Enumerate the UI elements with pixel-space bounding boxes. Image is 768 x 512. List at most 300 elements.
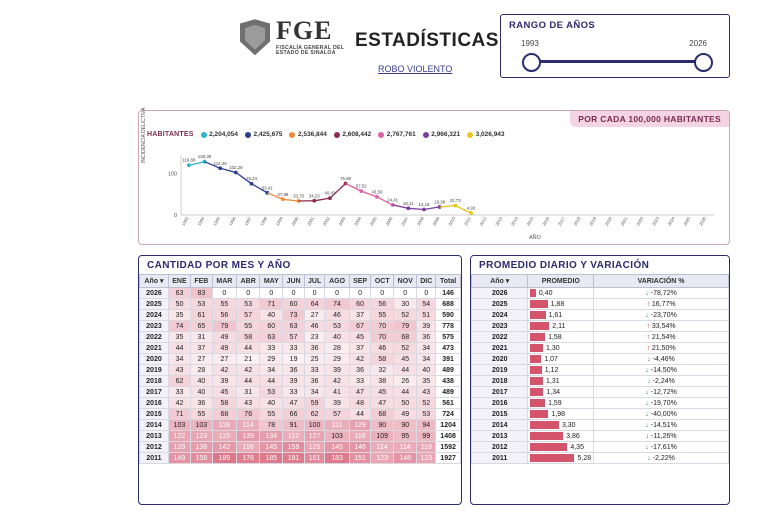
average-value: 3,30 [561, 421, 576, 429]
svg-text:2002: 2002 [321, 216, 331, 227]
legend-item-label: 2,425,675 [253, 131, 283, 138]
cell-month-value: 70 [371, 321, 394, 332]
arrow-down-icon: ↓ [645, 388, 651, 396]
year-range-min-label: 1993 [521, 39, 539, 48]
legend-item[interactable] [467, 131, 504, 138]
cell-month-value: 39 [325, 398, 349, 409]
cell-month-value: 139 [237, 431, 260, 442]
cell-month-value: 27 [191, 354, 213, 365]
cell-month-value: 176 [237, 453, 260, 464]
cell-month-value: 70 [371, 332, 394, 343]
months-col-ago[interactable]: AGO [325, 275, 349, 288]
cell-total: 778 [436, 321, 461, 332]
cell-year: 2025 [140, 299, 169, 310]
arrow-down-icon: ↓ [645, 399, 651, 407]
cell-month-value: 33 [349, 376, 371, 387]
cell-month-value: 58 [237, 332, 260, 343]
average-bar [530, 377, 543, 385]
variation-value: -2,22% [652, 454, 675, 462]
daily-col-1[interactable]: PROMEDIO [528, 275, 594, 288]
legend-item[interactable] [334, 131, 371, 138]
cell-year: 2012 [472, 442, 528, 453]
cell-month-value: 158 [191, 453, 213, 464]
svg-text:40,43: 40,43 [324, 190, 336, 196]
cell-month-value: 83 [191, 288, 213, 299]
cell-year: 2013 [472, 431, 528, 442]
arrow-down-icon: ↓ [645, 443, 651, 451]
cell-month-value: 55 [212, 299, 236, 310]
svg-text:2016: 2016 [541, 216, 551, 227]
svg-text:1994: 1994 [196, 216, 206, 227]
cell-year: 2015 [140, 409, 169, 420]
months-table-body [140, 288, 461, 464]
cell-month-value: 47 [349, 387, 371, 398]
cell-variation [594, 365, 729, 376]
table-row[interactable] [140, 442, 461, 453]
months-col-mar[interactable]: MAR [212, 275, 236, 288]
daily-table-title: PROMEDIO DIARIO Y VARIACIÓN [471, 256, 729, 274]
legend-item[interactable] [201, 131, 238, 138]
average-value: 2,11 [552, 322, 566, 330]
daily-table-header-row [472, 275, 729, 288]
cell-month-value: 146 [349, 442, 371, 453]
svg-text:1999: 1999 [274, 216, 284, 227]
cell-month-value: 53 [191, 299, 213, 310]
svg-text:2003: 2003 [337, 216, 347, 227]
average-value: 1,88 [550, 300, 565, 308]
cell-month-value: 149 [168, 453, 190, 464]
year-range-title: RANGO DE AÑOS [509, 20, 596, 31]
cell-month-value: 51 [417, 310, 436, 321]
table-row[interactable] [140, 431, 461, 442]
cell-variation [594, 310, 729, 321]
arrow-down-icon: ↓ [647, 454, 653, 462]
svg-text:53,41: 53,41 [261, 185, 273, 191]
average-value: 5,28 [577, 454, 592, 462]
chart-banner: POR CADA 100,000 HABITANTES [570, 111, 729, 127]
cell-month-value: 52 [394, 343, 417, 354]
cell-month-value: 68 [371, 409, 394, 420]
table-row[interactable] [472, 398, 729, 409]
cell-total: 590 [436, 310, 461, 321]
cell-year: 2011 [472, 453, 528, 464]
legend-color-dot [201, 132, 207, 138]
cell-month-value: 129 [349, 420, 371, 431]
months-table [139, 274, 461, 464]
page-title: ESTADÍSTICAS [355, 30, 499, 51]
cell-total: 438 [436, 376, 461, 387]
year-range-knob-left[interactable] [522, 53, 541, 72]
cell-month-value: 114 [237, 420, 260, 431]
average-bar [530, 443, 567, 451]
cell-variation [594, 321, 729, 332]
legend-item-label: 2,608,442 [342, 131, 372, 138]
arrow-down-icon: ↓ [645, 421, 651, 429]
average-bar [530, 421, 558, 429]
cell-month-value: 43 [237, 398, 260, 409]
cell-month-value: 44 [260, 376, 283, 387]
svg-text:102,29: 102,29 [229, 165, 243, 171]
cell-month-value: 95 [394, 431, 417, 442]
table-row[interactable] [140, 420, 461, 431]
table-row[interactable] [140, 288, 461, 299]
cell-month-value: 47 [283, 398, 305, 409]
cell-month-value: 68 [212, 409, 236, 420]
cell-month-value: 49 [212, 343, 236, 354]
cell-month-value: 45 [212, 387, 236, 398]
svg-text:2010: 2010 [447, 216, 457, 227]
cell-month-value: 142 [212, 442, 236, 453]
cell-month-value: 53 [237, 299, 260, 310]
cell-month-value: 58 [371, 354, 394, 365]
cell-variation [594, 387, 729, 398]
cell-month-value: 53 [260, 387, 283, 398]
cell-year: 2020 [472, 354, 528, 365]
cell-month-value: 56 [212, 310, 236, 321]
average-value: 1,98 [551, 410, 566, 418]
cell-month-value: 0 [260, 288, 283, 299]
average-value: 1,07 [544, 355, 558, 363]
table-row[interactable] [472, 310, 729, 321]
legend-item[interactable] [289, 131, 326, 138]
cell-total: 1408 [436, 431, 461, 442]
average-bar [530, 333, 545, 341]
svg-text:0: 0 [173, 213, 177, 219]
average-bar [530, 300, 547, 308]
cell-total: 489 [436, 365, 461, 376]
table-row[interactable] [140, 409, 461, 420]
cell-month-value: 35 [168, 310, 190, 321]
variation-value: -4,46% [652, 355, 675, 363]
arrow-down-icon: ↓ [645, 289, 651, 297]
svg-text:24,41: 24,41 [387, 197, 399, 203]
cell-month-value: 42 [349, 354, 371, 365]
cell-month-value: 57 [283, 332, 305, 343]
svg-text:19,38: 19,38 [434, 199, 446, 205]
daily-col-0[interactable]: Año ▾ [472, 275, 528, 288]
legend-color-dot [423, 132, 429, 138]
cell-total: 1592 [436, 442, 461, 453]
logo-subtitle-1: FISCALÍA GENERAL DEL [276, 45, 345, 51]
cell-variation [594, 409, 729, 420]
cell-month-value: 63 [260, 332, 283, 343]
arrow-up-icon: ↑ [646, 322, 652, 330]
table-row[interactable] [472, 343, 729, 354]
cell-month-value: 40 [191, 376, 213, 387]
table-row[interactable] [140, 343, 461, 354]
legend-color-dot [289, 132, 295, 138]
months-col-nov[interactable]: NOV [394, 275, 417, 288]
arrow-down-icon: ↓ [645, 311, 651, 319]
table-row[interactable] [472, 442, 729, 453]
months-col-total[interactable]: Total [436, 275, 461, 288]
daily-col-2[interactable]: VARIACIÓN % [594, 275, 729, 288]
table-row[interactable] [140, 332, 461, 343]
arrow-up-icon: ↑ [646, 344, 652, 352]
cell-month-value: 36 [417, 332, 436, 343]
cell-month-value: 145 [260, 442, 283, 453]
cell-month-value: 55 [371, 310, 394, 321]
cell-month-value: 123 [191, 431, 213, 442]
logo-subtitle-2: ESTADO DE SINALOA [276, 50, 336, 57]
cell-year: 2022 [140, 332, 169, 343]
cell-month-value: 40 [191, 387, 213, 398]
cell-month-value: 53 [325, 321, 349, 332]
arrow-down-icon: ↓ [647, 377, 653, 385]
legend-color-dot [467, 132, 473, 138]
cell-month-value: 38 [371, 376, 394, 387]
table-row[interactable] [140, 387, 461, 398]
months-col-oct[interactable]: OCT [371, 275, 394, 288]
table-row[interactable] [472, 453, 729, 464]
cell-month-value: 90 [371, 420, 394, 431]
cell-month-value: 0 [417, 288, 436, 299]
legend-title: HABITANTES [147, 131, 194, 138]
table-row[interactable] [472, 376, 729, 387]
average-value: 1,61 [548, 311, 563, 319]
cell-month-value: 66 [283, 409, 305, 420]
cell-year: 2016 [140, 398, 169, 409]
cell-month-value: 99 [417, 431, 436, 442]
svg-text:33,70: 33,70 [293, 193, 305, 199]
table-row[interactable] [140, 299, 461, 310]
cell-average [528, 321, 594, 332]
cell-month-value: 40 [325, 332, 349, 343]
svg-text:2017: 2017 [556, 216, 566, 227]
cell-average [528, 354, 594, 365]
cell-month-value: 33 [304, 365, 324, 376]
legend-item-label: 2,536,844 [297, 131, 327, 138]
cell-month-value: 62 [304, 409, 324, 420]
cell-total: 724 [436, 409, 461, 420]
legend-item[interactable] [378, 131, 415, 138]
months-col-may[interactable]: MAY [260, 275, 283, 288]
cell-month-value: 44 [394, 365, 417, 376]
cell-average [528, 420, 594, 431]
svg-text:2020: 2020 [603, 216, 613, 227]
cell-month-value: 74 [325, 299, 349, 310]
table-row[interactable] [472, 321, 729, 332]
cell-month-value: 125 [304, 442, 324, 453]
months-col-jun[interactable]: JUN [283, 275, 305, 288]
average-value: 1,59 [548, 399, 562, 407]
cell-month-value: 78 [260, 420, 283, 431]
cell-month-value: 59 [304, 398, 324, 409]
svg-text:43,50: 43,50 [371, 189, 383, 195]
legend-color-dot [378, 132, 384, 138]
year-range-track[interactable] [529, 60, 701, 63]
cell-year: 2026 [140, 288, 169, 299]
table-row[interactable] [472, 332, 729, 343]
cell-average [528, 442, 594, 453]
svg-text:2022: 2022 [635, 216, 645, 227]
cell-month-value: 183 [325, 453, 349, 464]
cell-year: 2013 [140, 431, 169, 442]
cell-month-value: 61 [191, 310, 213, 321]
cell-year: 2018 [140, 376, 169, 387]
cell-month-value: 145 [325, 442, 349, 453]
cell-month-value: 39 [283, 376, 305, 387]
cell-average [528, 365, 594, 376]
cell-month-value: 41 [325, 387, 349, 398]
cell-month-value: 40 [260, 398, 283, 409]
table-row[interactable] [140, 365, 461, 376]
table-row[interactable] [140, 376, 461, 387]
months-col-ene[interactable]: ENE [168, 275, 190, 288]
svg-text:1995: 1995 [212, 216, 222, 227]
cell-month-value: 28 [191, 365, 213, 376]
cell-month-value: 30 [394, 299, 417, 310]
cell-month-value: 74 [168, 321, 190, 332]
cell-average [528, 343, 594, 354]
legend-color-dot [334, 132, 340, 138]
cell-month-value: 0 [394, 288, 417, 299]
svg-text:2000: 2000 [290, 216, 300, 227]
months-col-jul[interactable]: JUL [304, 275, 324, 288]
cell-year: 2015 [472, 409, 528, 420]
cell-variation [594, 376, 729, 387]
variation-value: -78,72% [650, 289, 677, 297]
cell-month-value: 60 [283, 299, 305, 310]
legend-item[interactable] [423, 131, 460, 138]
variation-value: -23,70% [650, 311, 677, 319]
cell-month-value: 76 [237, 409, 260, 420]
cell-month-value: 57 [325, 409, 349, 420]
table-row[interactable] [472, 354, 729, 365]
cell-month-value: 44 [394, 387, 417, 398]
svg-text:75,24: 75,24 [246, 176, 258, 182]
cell-month-value: 111 [325, 420, 349, 431]
cell-month-value: 68 [394, 332, 417, 343]
cell-month-value: 33 [283, 387, 305, 398]
table-row[interactable] [472, 288, 729, 299]
cell-year: 2019 [472, 365, 528, 376]
svg-text:2019: 2019 [588, 216, 598, 227]
months-col-año[interactable]: Año ▾ [140, 275, 169, 288]
cell-month-value: 94 [417, 420, 436, 431]
average-value: 4,35 [570, 443, 584, 451]
legend-item-label: 2,204,054 [209, 131, 239, 138]
variation-value: 21,50% [651, 344, 676, 352]
cell-month-value: 45 [371, 387, 394, 398]
cell-month-value: 0 [304, 288, 324, 299]
table-row[interactable] [472, 409, 729, 420]
months-col-feb[interactable]: FEB [191, 275, 213, 288]
chart-legend [147, 131, 722, 138]
months-col-dic[interactable]: DIC [417, 275, 436, 288]
svg-text:22,73: 22,73 [449, 198, 461, 204]
svg-text:2025: 2025 [682, 216, 692, 227]
cell-month-value: 44 [349, 409, 371, 420]
cell-month-value: 36 [304, 376, 324, 387]
cell-month-value: 0 [371, 288, 394, 299]
cell-month-value: 65 [191, 321, 213, 332]
cell-month-value: 42 [168, 398, 190, 409]
average-value: 0,40 [538, 289, 553, 297]
cell-month-value: 42 [237, 365, 260, 376]
average-value: 1,12 [544, 366, 559, 374]
average-value: 1,34 [546, 388, 561, 396]
cell-month-value: 40 [417, 365, 436, 376]
cell-month-value: 37 [349, 343, 371, 354]
table-row[interactable] [140, 321, 461, 332]
year-range-panel[interactable] [500, 14, 730, 78]
cell-year: 2014 [140, 420, 169, 431]
table-row[interactable] [472, 387, 729, 398]
cell-month-value: 57 [237, 310, 260, 321]
average-value: 1,31 [545, 377, 560, 385]
cell-month-value: 161 [304, 453, 324, 464]
cell-total: 489 [436, 387, 461, 398]
table-row[interactable] [140, 398, 461, 409]
average-bar [530, 311, 545, 319]
average-bar [530, 399, 545, 407]
table-row[interactable] [140, 453, 461, 464]
svg-text:112,46: 112,46 [213, 160, 227, 166]
cell-month-value: 37 [191, 343, 213, 354]
cell-month-value: 0 [349, 288, 371, 299]
cell-month-value: 37 [349, 310, 371, 321]
cell-month-value: 79 [212, 321, 236, 332]
cell-total: 575 [436, 332, 461, 343]
cell-month-value: 34 [417, 343, 436, 354]
legend-item[interactable] [245, 131, 282, 138]
cell-month-value: 112 [283, 431, 305, 442]
table-row[interactable] [472, 299, 729, 310]
daily-table-body [472, 288, 729, 464]
cell-year: 2017 [472, 387, 528, 398]
cell-month-value: 33 [168, 387, 190, 398]
cell-variation [594, 354, 729, 365]
cell-month-value: 103 [325, 431, 349, 442]
cell-month-value: 63 [168, 288, 190, 299]
cell-month-value: 123 [417, 453, 436, 464]
cell-year: 2024 [472, 310, 528, 321]
table-row[interactable] [472, 420, 729, 431]
cell-month-value: 103 [191, 420, 213, 431]
cell-year: 2016 [472, 398, 528, 409]
cell-average [528, 288, 594, 299]
cell-month-value: 71 [168, 409, 190, 420]
months-table-header-row [140, 275, 461, 288]
svg-text:4,92: 4,92 [466, 205, 476, 211]
cell-month-value: 33 [260, 343, 283, 354]
cell-month-value: 0 [325, 288, 349, 299]
table-row[interactable] [140, 310, 461, 321]
year-range-knob-right[interactable] [694, 53, 713, 72]
cell-month-value: 39 [212, 376, 236, 387]
svg-text:1996: 1996 [227, 216, 237, 227]
table-row[interactable] [472, 431, 729, 442]
cell-month-value: 43 [417, 387, 436, 398]
cell-year: 2011 [140, 453, 169, 464]
months-col-sep[interactable]: SEP [349, 275, 371, 288]
cell-year: 2019 [140, 365, 169, 376]
average-bar [530, 344, 543, 352]
cell-month-value: 100 [304, 420, 324, 431]
cell-month-value: 58 [212, 398, 236, 409]
line-chart-plot [147, 145, 722, 241]
cell-month-value: 0 [212, 288, 236, 299]
cell-month-value: 122 [168, 431, 190, 442]
cell-month-value: 53 [417, 409, 436, 420]
variation-value: -2,24% [652, 377, 675, 385]
table-row[interactable] [140, 354, 461, 365]
months-col-abr[interactable]: ABR [237, 275, 260, 288]
cell-variation [594, 420, 729, 431]
table-row[interactable] [472, 365, 729, 376]
cell-variation [594, 343, 729, 354]
